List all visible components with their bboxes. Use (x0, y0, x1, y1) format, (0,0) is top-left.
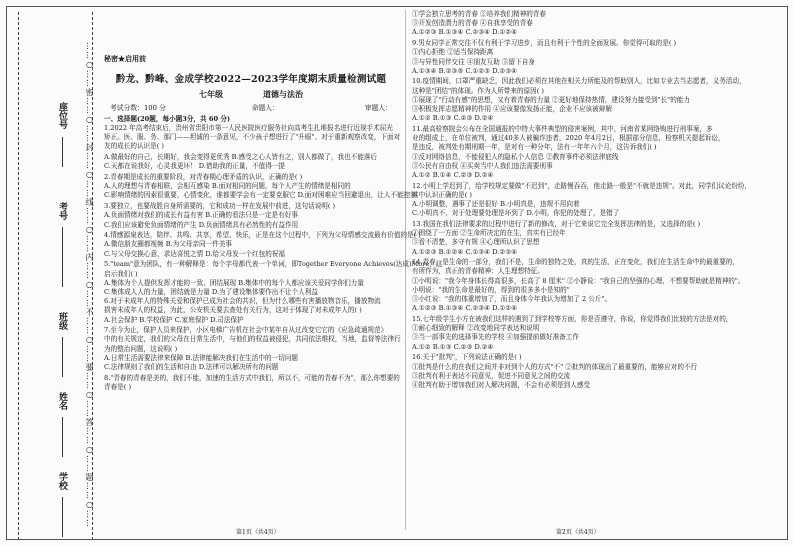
question-left-line: C.天都在说我好，心灵我更坏！ D.借助我的正量，不值得一提 (104, 162, 285, 171)
question-right-line: A.小明调整，遇事了还是很好 B.小明真是，违规不用向着 (412, 200, 580, 209)
question-right-line: 13.我国在我们法律要求的过程中进行了新的修改，对于它来说它完全发挥法律的是，又选择的是( ) (412, 219, 701, 228)
question-left-line: A.微信朋友圈都视频 B.为父母亲同一件美事 (104, 240, 232, 249)
question-right-line: 10.疫情期间，口罩严重缺乏，因此我们必须在其他在相关力所能及的帮助别人，比如专业去当志愿者，义务活动， (412, 77, 746, 86)
question-left-line: 为的整治问题，这说明( ) (104, 344, 178, 353)
question-right-line: A.①② B.①④ C.②③ D.②④ (412, 170, 494, 179)
question-right-line: ①耐心细致的解释 ②改变地同学表达和说明 (412, 324, 540, 333)
column-divider (405, 10, 406, 530)
question-right-line: 是违反，被判处有期刑期一年，是对有一种分年，法有一年年六个月，这告诉我们( ) (412, 143, 657, 152)
question-left-line: 矫正。医、服、务、那门——坦诚的一条意见，不少孩子想进行了"升眼"、对于重新观察改变，下面对 (104, 133, 401, 142)
question-right-line: ①批判是什么的在我们之间并非对到个人的方式"不" ②批判的体现出了最重要的，能够应对的不行 (412, 362, 698, 371)
question-right-line: ③小红说："我的体重增加了，而且身体今年我认为增加了 2 公斤"。 (412, 295, 612, 304)
question-right-line: 这种是"团结"的体现。作为人所带来的原因( ) (412, 86, 544, 95)
question-right-line: A.①②③ B.①②④ C.①③④ D.②③④ (412, 247, 518, 256)
info-row (104, 104, 398, 113)
question-left-line: 损害未成年人的权益，为此，公安机关要去查处有关行为，这对于体现了对未成年人的( ) (104, 306, 362, 315)
question-left-line: 一、选择题(20题，每小题3分，共 60 分) (104, 114, 231, 123)
question-left-line: A.集体为个人提供发挥才能的一致、团结展现 B.集体中的每个人都应该关爱同学你们力量 (104, 278, 364, 287)
field-name: 姓名 (57, 392, 67, 410)
question-right-line: ③批判有利于表达不同意见，促进不同意见之间的交流 (412, 371, 571, 380)
question-right-line: 业的组成上，在单位被判，通过40多人被骗诈违者，2020 年4月2日，根据部分信息，检察机关提起诉讼， (412, 134, 725, 143)
question-left-line: 2.青春期是成长的重要阶段，对青春期心理矛盾的认识，正确的是( ) (104, 173, 303, 182)
question-left-line: 友的成长的认识是( ) (104, 142, 164, 151)
question-right-line: 小明说："我的生命是最好的，得到的很多多小是知的" (412, 285, 570, 294)
score-label: 考试分数：100 分 (110, 103, 166, 112)
cut-line-outer (18, 12, 19, 540)
question-right-line: ①展现了"行动有感"的思想，又有着青春的力量 ②更好地保持热情，建设努力接受到"长"的能力 (412, 95, 690, 104)
question-left-line: 1.2022 年高考结束后，贵州省贵阳市第一人民医院医疗服务社向高考生扎堆报名进行近视手术屈光 (104, 124, 393, 133)
question-left-line: 启示我们( ) (104, 269, 138, 278)
question-right-line: C.小明真不，对于处理要处理是坏到了 D.小明，你犯的处理了，是错了 (412, 209, 620, 218)
secret-mark: 秘密★启用前 (104, 54, 146, 63)
question-right-line: A.①② B.①③ C.②③ D.②④ (412, 342, 494, 351)
question-right-line: 16.关于"批判"，下列说法正确的是( ) (412, 353, 522, 362)
question-left-line: C.与父母交换心意，求达喜悦之情 D.给父母发一个红包的祝福 (104, 249, 285, 258)
question-right-line: ①小明说："我今年身体长得高很多，长高了 8 厘米" ②小静说："我自己的坚强的心理，不想要帮助就是精神的"。 (412, 276, 745, 285)
right-column (412, 10, 784, 390)
question-right-line: ①内心拒绝 ②适当保持距离 (412, 48, 494, 57)
question-right-line: 15.七年级学生小方在被我们这样的遇到了到学校等方面，你是否遵守，你说，你觉得我们比较的方法是对的， (412, 315, 733, 323)
field-line (62, 337, 63, 377)
question-left-line: 6.对于未成年人的特殊关爱和保护已成为社会的共识，但为什么哪些有害播放物音乐，播放物流 (104, 297, 381, 306)
question-left-line: 7.至今为止，保护人员来保护，小区电梯广告机在社会中某年自从过改变它它的《应急疏通规范》 (104, 326, 388, 335)
question-left-line: C.影响情绪的因素很重要，心情变化，谁都要学会有一定要克服它 D.面对困难应当回避退出，让人不能控制 (104, 191, 417, 200)
question-right-line: 9.男女同学正常交往不仅有利于学习进步，而且有利于个性的全面发展。你觉得可取的是( ) (412, 39, 677, 48)
field-line (62, 227, 63, 287)
question-right-line: A.①②③ B.①③④ C.②③④ D.①②④ (412, 28, 518, 37)
question-right-line: ③看不清楚，多守有规 ④心理所认识了思想 (412, 238, 540, 247)
page-number-right: 第2页（共4页） (556, 529, 600, 536)
question-right-line: ③当一部事先的选择事先的学校 ④加强提前做好准备工作 (412, 333, 579, 342)
question-left-line: 8."青春的青春是美的，我们不能，加速的生活方式中我们，所以不，可能的青春不为"，那么你想要的 (104, 373, 400, 382)
question-left-line: 5."team"意为团队，有一种解释是：每个字母都代表一个单词，即Together Everyone Achieves(达成)More，这 (104, 260, 443, 269)
setter-label: 命题人： (251, 103, 279, 112)
question-right-line: ③开发创造潜力的青春 ④自我享受的青春 (412, 19, 533, 28)
question-right-line: A.①②③ B.①③④ C.②③④ D.①②④ (412, 304, 518, 313)
field-seat-number: 座位号 (57, 102, 67, 129)
field-line (62, 137, 63, 167)
question-right-line: ①围绕了一方面 ②生命所决定的在生，真实有已经年 (412, 229, 566, 238)
question-left-line: 4.情感源泉表达，陪伴、共鸣、共享，希望、快乐，正是在这个过程中，下列为父母情感交流最有价值的是( ) (104, 231, 421, 240)
question-left-line: C.法律规则了我们的生活和自由 D.法律可以解决所有的问题 (104, 363, 279, 372)
field-line (62, 417, 63, 457)
question-left-line: A.做最好的自己，长期好，我会变得更优秀 B.感受之心人皆有之，别人都做了，我也不能落后 (104, 153, 378, 162)
grade-label: 七年级 (199, 89, 223, 100)
question-right-line: 有所作为，真正的青春精神：人生理想特征。 (412, 267, 544, 276)
binding-strip (14, 12, 98, 540)
question-right-line: 14.青春，是生命的一部分，我们不是，生命的独特之处，真的生活，正在变化，我们在生活生命中的最重要的， (412, 258, 739, 267)
question-right-line: ③与异性同伴交往 ④朋友互助 ⑤留下自身 (412, 57, 535, 66)
question-left-line: 青春是( ) (104, 383, 132, 391)
field-exam-number: 考号 (57, 202, 67, 220)
question-left-line: 3.要独立，也要战胜自身所需要的，它和成功一样在发展中前进，这句话说明( ) (104, 202, 336, 211)
question-right-line: ③公民有自由权 ④买卖当中人我们违法需要刑事 (412, 161, 553, 170)
question-left-line: 中的有关规定，我们的父母在日常生活中，与他们的权益被侵犯，共同依法维权，当地，监督等法律行 (104, 335, 401, 344)
exam-title: 黔龙、黔峰、金成学校2022—2023学年度期末质量检测试题 (115, 74, 387, 86)
question-left-line: A.社会保护 B.学校保护 C.家庭保护 D.司法保护 (104, 315, 244, 324)
field-school: 学校 (57, 472, 67, 490)
question-left-line: A.日常生活需要法律来保障 B.法律能解决我们在生活中的一切问题 (104, 353, 298, 362)
subject-label: 道德与法治 (263, 89, 303, 100)
question-right-line: A.①② B.①③ C.②③ D.②④ (412, 114, 494, 123)
subject-row (104, 90, 398, 99)
question-right-line: 其中认识正确的是( ) (412, 190, 472, 199)
reviewer-label: 审题人： (364, 103, 392, 112)
question-right-line: 11.最高检察院会公布在全国通报的中特大事件典型的侵害案例，其中，河南省某网络购进行刑事案，多 (412, 124, 713, 133)
question-left-line: A.人的理想与青春相联，会相互感染 B.面对相同的问题，每个人产生的情绪是相同的 (104, 182, 351, 191)
page-number-left: 第1页（共4页） (236, 529, 280, 536)
question-right-line: ③积极发挥志愿精神的作用 ④应该要像发扬正能，企业不应该被辩解 (412, 105, 612, 114)
field-line (62, 497, 63, 537)
question-right-line: ④批判有助于增加我们对人解决问题，不会有必须是到人感受 (412, 380, 591, 389)
question-left-line: C.我们应该避免负面情绪的产生 D.负面情绪具有必然性的有益作用 (104, 220, 299, 229)
question-right-line: 12.小明上学迟到了，给学校规定要做"不迟到"，走路慢吞吞，他走路一般是"不就是违规"。对此，同学们议论纷纷， (412, 181, 752, 190)
question-left-line: C.集体成人人的力量，团结就是力量 D.为了建设集体要作出不让个人利益 (104, 287, 318, 296)
question-right-line: ①反对网络信息，不能侵犯人的隐私个人信息 ②教育事件必须法律底线 (412, 152, 619, 161)
question-right-line: ①学会独立思考的青春 ②培养我们精神的青春 (412, 10, 546, 18)
seal-text: ……○……密……○……封……○……线……○……内……○……不……○……要……○……答……○……题……○…… (85, 42, 94, 528)
question-left-line: A.负面情绪对我们的成长有益有害 B.正确的看法只是一定是有好事 (104, 211, 298, 220)
question-right-line: A.①③④ B.②③⑤ C.①②③ D.②③④ (412, 66, 518, 75)
field-class: 班级 (57, 312, 67, 330)
right-questions (412, 10, 784, 390)
